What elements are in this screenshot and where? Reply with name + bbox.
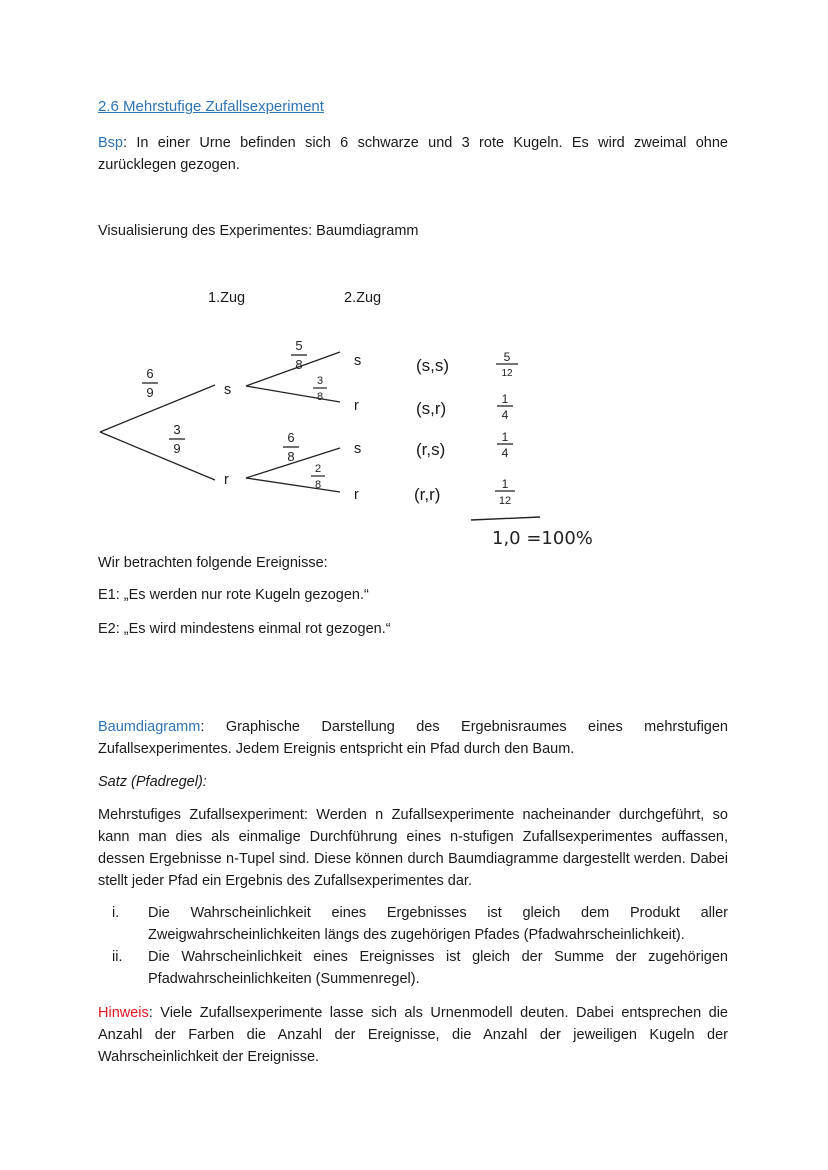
svg-text:6: 6 [146, 366, 154, 381]
path-prob-1-4-b [497, 430, 513, 460]
svg-text:8: 8 [316, 391, 324, 403]
branch-root-s [100, 385, 215, 432]
svg-text:1: 1 [501, 392, 509, 406]
list-item [98, 946, 728, 990]
svg-text:12: 12 [498, 495, 512, 507]
example-label: Bsp [98, 135, 123, 151]
branch-root-r [100, 432, 215, 480]
hint-text: : Viele Zufallsexperimente lasse sich als Urnenmodell deuten. Dabei entsprechen die Anzahl der Farben die Anzahl der Ereignisse, die Anzahl der jeweiligen Kugeln der Wahrscheinlichkeit der Ereignisse. [98, 1005, 728, 1065]
example-text: : In einer Urne befinden sich 6 schwarze und 3 rote Kugeln. Es wird zweimal ohne zurücklegen gezogen. [98, 135, 728, 173]
svg-text:2: 2 [314, 463, 322, 475]
hint-label: Hinweis [98, 1005, 149, 1021]
path-prob-1-12 [495, 477, 515, 507]
path-prob-1-4-a [497, 392, 513, 422]
rule-text: Die Wahrscheinlichkeit eines Ereignisses ist gleich der Summe der zugehörigen Pfadwahrscheinlichkeiten (Summenregel). [148, 949, 728, 987]
definition-text: : Graphische Darstellung des Ergebnisraumes eines mehrstufigen Zufallsexperimentes. Jedem Ereignis entspricht ein Pfad durch den Baum. [98, 719, 728, 757]
theorem-title: Satz (Pfadregel): [98, 774, 207, 790]
prob-6-8 [283, 430, 299, 464]
event-e1: E1: „Es werden nur rote Kugeln gezogen.“ [98, 587, 369, 603]
svg-text:9: 9 [173, 441, 181, 456]
svg-text:1: 1 [501, 430, 509, 444]
node-first-s: s [224, 382, 232, 398]
sum-line [471, 517, 540, 520]
svg-text:3: 3 [316, 375, 324, 387]
svg-text:4: 4 [501, 408, 509, 422]
outcome-rs: (r,s) [416, 440, 446, 459]
branch-s-s [246, 352, 340, 386]
draw1-label: 1.Zug [208, 290, 246, 306]
outcome-rr: (r,r) [414, 485, 441, 504]
node-first-r: r [224, 472, 229, 488]
leaf-s-2: s [354, 441, 362, 457]
branch-r-r [246, 478, 340, 492]
svg-text:8: 8 [314, 479, 322, 491]
path-prob-5-12 [496, 350, 518, 379]
theorem-text: Mehrstufiges Zufallsexperiment: Werden n Zufallsexperimente nacheinander durchgeführt, so kann man dies als einmalige Durchführung eines n-stufigen Zufallsexperimentes auffassen, dessen Ergebnisse n-Tupel sind. Diese können durch Baumdiagramme dargestellt werden. Dabei stellt jeder Pfad ein Ergebnis des Zufallsexperimentes dar. [98, 807, 728, 889]
svg-text:8: 8 [287, 449, 295, 464]
prob-5-8 [291, 338, 307, 372]
tree-diagram [0, 280, 828, 550]
rules-list [98, 902, 728, 990]
events-intro: Wir betrachten folgende Ereignisse: [98, 555, 328, 571]
definition-term: Baumdiagramm [98, 719, 201, 735]
leaf-r-1: r [354, 398, 359, 414]
svg-text:6: 6 [287, 430, 295, 445]
leaf-r-2: r [354, 487, 359, 503]
hint-paragraph [98, 1002, 728, 1068]
visualization-caption: Visualisierung des Experimentes: Baumdiagramm [98, 223, 419, 239]
outcome-sr: (s,r) [416, 399, 447, 418]
rule-number: i. [112, 905, 120, 921]
prob-2-8 [311, 463, 325, 491]
svg-text:8: 8 [295, 357, 303, 372]
draw2-label: 2.Zug [344, 290, 382, 306]
event-e2: E2: „Es wird mindestens einmal rot gezogen.“ [98, 621, 391, 637]
outcome-ss: (s,s) [416, 356, 450, 375]
prob-6-9 [142, 366, 158, 400]
definition-paragraph [98, 716, 728, 760]
svg-text:1: 1 [501, 477, 509, 491]
svg-text:12: 12 [501, 368, 513, 379]
rule-text: Die Wahrscheinlichkeit eines Ergebnisses ist gleich dem Produkt aller Zweigwahrscheinlichkeiten längs des zugehörigen Pfades (Pfadwahrscheinlichkeit). [148, 905, 728, 943]
svg-text:5: 5 [295, 338, 303, 353]
svg-text:4: 4 [501, 446, 509, 460]
list-item [98, 902, 728, 946]
section-heading: 2.6 Mehrstufige Zufallsexperiment [98, 98, 324, 115]
sum-result: 1,0 =100% [492, 528, 593, 549]
svg-text:3: 3 [173, 422, 181, 437]
example-paragraph [98, 132, 728, 176]
svg-text:9: 9 [146, 385, 154, 400]
leaf-s-1: s [354, 353, 362, 369]
svg-text:5: 5 [503, 350, 511, 364]
rule-number: ii. [112, 949, 123, 965]
prob-3-9 [169, 422, 185, 456]
